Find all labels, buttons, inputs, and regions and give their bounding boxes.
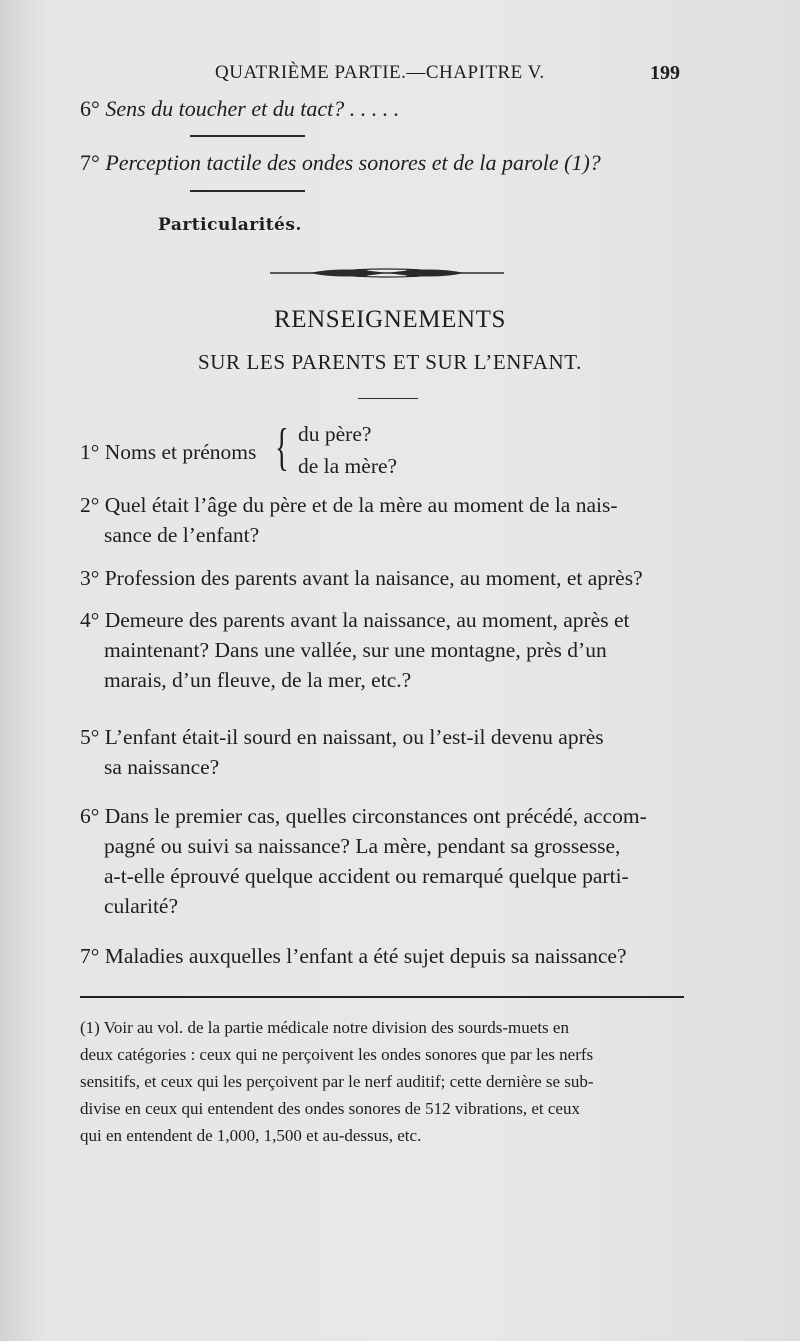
- separator-rule: [190, 135, 305, 137]
- question-line: 5° L’enfant était-il sourd en naissant, ou l’est-il devenu après: [80, 725, 604, 749]
- question-2: [80, 490, 692, 550]
- option-father: du père?: [298, 422, 372, 446]
- question-7: [80, 941, 692, 971]
- section-subtitle: SUR LES PARENTS ET SUR L’ENFANT.: [197, 350, 583, 374]
- question-line: maintenant? Dans une vallée, sur une montagne, près d’un: [104, 638, 607, 662]
- question-line: 6° Dans le premier cas, quelles circonstances ont précédé, accom-: [80, 804, 647, 828]
- section-title: RENSEIGNEMENTS: [273, 306, 506, 333]
- question-line: sance de l’enfant?: [104, 523, 260, 547]
- question-sense-touch: [80, 96, 399, 122]
- question-text: Sens du toucher et du tact? . . . . .: [105, 96, 400, 121]
- question-line: 3° Profession des parents avant la naisance, au moment, et après?: [80, 566, 643, 590]
- footnote-line: qui en entendent de 1,000, 1,500 et au-dessus, etc.: [80, 1126, 422, 1145]
- question-line: 7° Maladies auxquelles l’enfant a été sujet depuis sa naissance?: [80, 944, 627, 968]
- page-number: 199: [650, 62, 680, 84]
- question-line: pagné ou suivi sa naissance? La mère, pendant sa grossesse,: [104, 834, 621, 858]
- question-6: [80, 801, 692, 921]
- question-line: 2° Quel était l’âge du père et de la mère au moment de la nais-: [80, 493, 618, 517]
- running-head: QUATRIÈME PARTIE.—CHAPITRE V.: [215, 62, 545, 83]
- option-mother: de la mère?: [298, 454, 398, 478]
- question-number: 7°: [80, 150, 100, 175]
- footnote-line: deux catégories : ceux qui ne perçoivent les ondes sonores que par les nerfs: [80, 1045, 594, 1064]
- question-1-names: [80, 420, 480, 482]
- question-tactile-perception: [80, 150, 601, 176]
- footnote-line: divise en ceux qui entendent des ondes sonores de 512 vibrations, et ceux: [80, 1099, 580, 1118]
- page-header: [0, 60, 800, 90]
- particularites-heading: Particularités.: [158, 215, 302, 235]
- separator-rule: [190, 190, 305, 192]
- question-line: marais, d’un fleuve, de la mer, etc.?: [104, 668, 412, 692]
- question-line: cularité?: [104, 894, 179, 918]
- question-5: [80, 722, 692, 782]
- brace-glyph: {: [275, 419, 289, 476]
- footnote: [80, 1014, 692, 1149]
- question-line: a-t-elle éprouvé quelque accident ou remarqué quelque parti-: [104, 864, 629, 888]
- question-line: 4° Demeure des parents avant la naissance, au moment, après et: [80, 608, 630, 632]
- question-text: Perception tactile des ondes sonores et de la parole (1)?: [105, 150, 601, 175]
- footnote-rule: [80, 996, 684, 998]
- footnote-line: (1) Voir au vol. de la partie médicale notre division des sourds-muets en: [80, 1018, 569, 1037]
- question-label: 1° Noms et prénoms: [80, 440, 257, 464]
- question-3: [80, 563, 692, 593]
- question-line: sa naissance?: [104, 755, 220, 779]
- title-rule: [358, 398, 418, 399]
- question-number: 6°: [80, 96, 100, 121]
- footnote-line: sensitifs, et ceux qui les perçoivent par le nerf auditif; cette dernière se sub-: [80, 1072, 594, 1091]
- ornamental-divider: [270, 266, 504, 280]
- question-4: [80, 605, 692, 695]
